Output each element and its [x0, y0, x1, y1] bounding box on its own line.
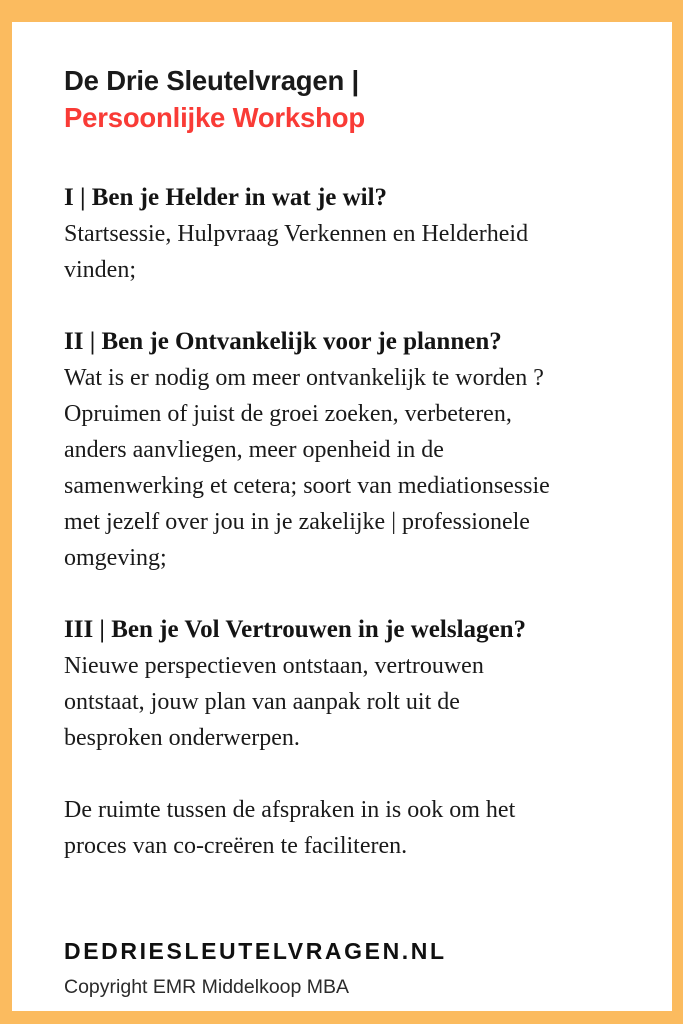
- closing-note-line-2: proces van co-creëren te faciliteren.: [64, 833, 408, 859]
- section-three-line-1: Nieuwe perspectieven ontstaan, vertrouwen: [64, 653, 484, 679]
- section-one-line-2: vinden;: [64, 257, 136, 283]
- closing-note-line-1: De ruimte tussen de afspraken in is ook om het: [64, 797, 516, 823]
- title-line-primary: De Drie Sleutelvragen |: [64, 65, 360, 96]
- section-three-body: [64, 648, 609, 756]
- section-one: [64, 180, 632, 288]
- section-one-heading: I | Ben je Helder in wat je wil?: [64, 184, 388, 211]
- section-three-heading: III | Ben je Vol Vertrouwen in je welslagen?: [64, 616, 527, 643]
- page-title: [64, 62, 632, 136]
- title-line-accent: Persoonlijke Workshop: [64, 102, 365, 133]
- section-two: [64, 324, 632, 576]
- section-one-line-1: Startsessie, Hulpvraag Verkennen en Helderheid: [64, 221, 529, 247]
- section-three-line-2: ontstaat, jouw plan van aanpak rolt uit de: [64, 689, 460, 715]
- section-two-line-1: Wat is er nodig om meer ontvankelijk te worden ?: [64, 365, 544, 391]
- section-three: [64, 612, 632, 756]
- section-two-body: [64, 360, 609, 576]
- section-three-line-3: besproken onderwerpen.: [64, 725, 300, 751]
- section-two-line-4: samenwerking et cetera; soort van mediationsessie: [64, 473, 550, 499]
- section-one-body: [64, 216, 609, 288]
- footer: [64, 936, 632, 1000]
- section-two-line-3: anders aanvliegen, meer openheid in de: [64, 437, 444, 463]
- section-two-line-5: met jezelf over jou in je zakelijke | professionele: [64, 509, 530, 535]
- section-two-heading: II | Ben je Ontvankelijk voor je plannen?: [64, 328, 502, 355]
- closing-note: [64, 792, 609, 864]
- section-two-line-2: Opruimen of juist de groei zoeken, verbeteren,: [64, 401, 512, 427]
- footer-website-url[interactable]: DEDRIESLEUTELVRAGEN.NL: [64, 938, 447, 964]
- poster-card: [12, 22, 672, 1011]
- footer-copyright: Copyright EMR Middelkoop MBA: [64, 976, 350, 998]
- section-two-line-6: omgeving;: [64, 545, 167, 571]
